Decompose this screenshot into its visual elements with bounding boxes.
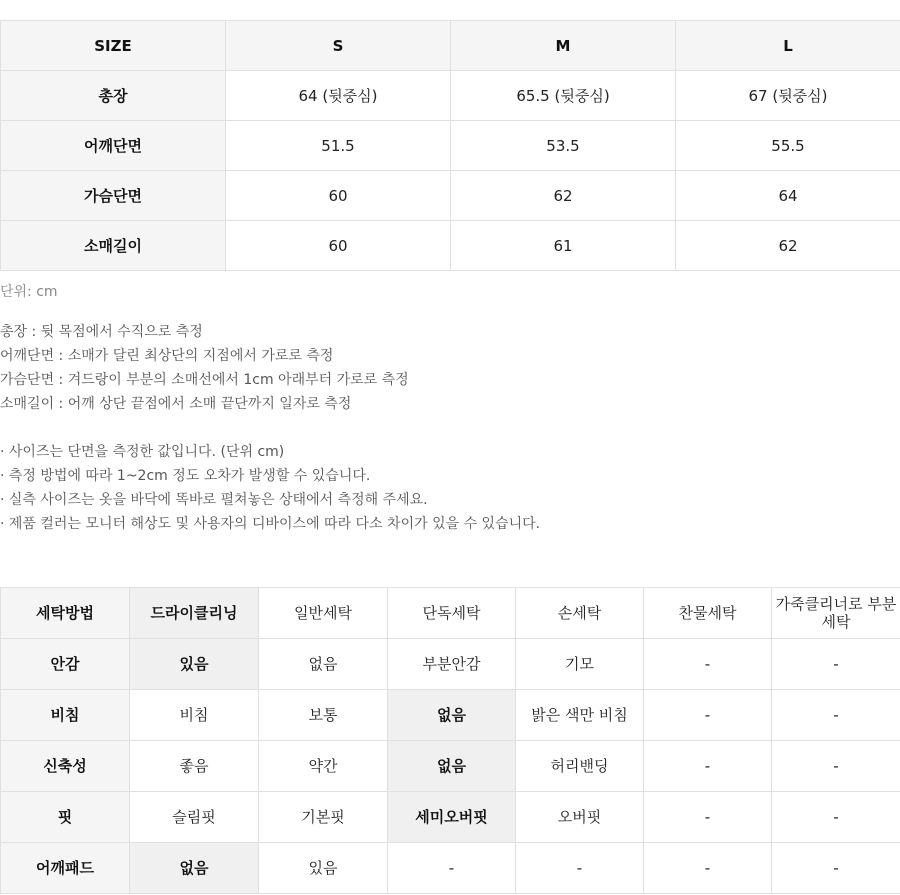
size-row-label: 총장 <box>1 71 226 121</box>
care-option: - <box>644 792 772 843</box>
care-row-label: 어깨패드 <box>1 843 130 894</box>
notice-item: · 제품 컬러는 모니터 해상도 및 사용자의 디바이스에 따라 다소 차이가 있을 수 있습니다. <box>0 516 541 532</box>
care-option: 일반세탁 <box>259 588 388 639</box>
notice-list <box>0 440 540 536</box>
measure-note: 소매길이 : 어깨 상단 끝점에서 소매 끝단까지 일자로 측정 <box>0 396 352 412</box>
table-row <box>1 741 900 792</box>
size-value-cell: 60 <box>226 171 451 221</box>
care-option: 기모 <box>516 639 644 690</box>
size-header-cell: SIZE <box>1 21 226 71</box>
table-row <box>1 690 900 741</box>
size-header-row <box>1 21 900 71</box>
care-option: 없음 <box>259 639 388 690</box>
size-row-label: 소매길이 <box>1 221 226 271</box>
care-row-label: 세탁방법 <box>1 588 130 639</box>
care-option: - <box>772 792 900 843</box>
care-option: 찬물세탁 <box>644 588 772 639</box>
size-row-label: 어깨단면 <box>1 121 226 171</box>
care-option-selected: 없음 <box>130 843 259 894</box>
care-option: 오버핏 <box>516 792 644 843</box>
size-value-cell: 64 <box>676 171 900 221</box>
unit-label: 단위: cm <box>0 284 58 300</box>
measure-note: 총장 : 뒷 목점에서 수직으로 측정 <box>0 324 203 340</box>
measure-note: 가슴단면 : 겨드랑이 부분의 소매선에서 1cm 아래부터 가로로 측정 <box>0 372 409 388</box>
size-value-cell: 53.5 <box>451 121 676 171</box>
care-option: 밝은 색만 비침 <box>516 690 644 741</box>
care-option: 부분안감 <box>388 639 516 690</box>
care-option: - <box>772 843 900 894</box>
care-option: - <box>644 843 772 894</box>
care-row-label: 신축성 <box>1 741 130 792</box>
size-value-cell: 60 <box>226 221 451 271</box>
care-option: 비침 <box>130 690 259 741</box>
care-option: 손세탁 <box>516 588 644 639</box>
size-value-cell: 51.5 <box>226 121 451 171</box>
measure-note: 어깨단면 : 소매가 달린 최상단의 지점에서 가로로 측정 <box>0 348 334 364</box>
table-row <box>1 221 900 271</box>
care-option: 허리밴딩 <box>516 741 644 792</box>
notice-item: · 사이즈는 단면을 측정한 값입니다. (단위 cm) <box>0 444 285 460</box>
care-table <box>0 587 900 894</box>
size-value-cell: 65.5 (뒷중심) <box>451 71 676 121</box>
care-option: - <box>772 690 900 741</box>
care-option: 가죽클리너로 부분세탁 <box>772 588 900 639</box>
size-table <box>0 20 900 271</box>
care-row-label: 비침 <box>1 690 130 741</box>
table-row <box>1 121 900 171</box>
table-row <box>1 171 900 221</box>
table-row <box>1 588 900 639</box>
care-option-selected: 있음 <box>130 639 259 690</box>
care-row-label: 핏 <box>1 792 130 843</box>
care-option: - <box>516 843 644 894</box>
size-value-cell: 55.5 <box>676 121 900 171</box>
size-header-cell: S <box>226 21 451 71</box>
table-row <box>1 71 900 121</box>
care-option-selected: 없음 <box>388 741 516 792</box>
care-option: 있음 <box>259 843 388 894</box>
measure-notes <box>0 320 409 416</box>
care-row-label: 안감 <box>1 639 130 690</box>
care-option: 보통 <box>259 690 388 741</box>
care-option: - <box>644 639 772 690</box>
size-header-cell: M <box>451 21 676 71</box>
care-option: - <box>772 639 900 690</box>
table-row <box>1 843 900 894</box>
care-option: 약간 <box>259 741 388 792</box>
size-value-cell: 64 (뒷중심) <box>226 71 451 121</box>
care-option: 슬림핏 <box>130 792 259 843</box>
care-option: 기본핏 <box>259 792 388 843</box>
care-option-selected: 없음 <box>388 690 516 741</box>
care-option: - <box>388 843 516 894</box>
table-row <box>1 792 900 843</box>
care-option: - <box>644 690 772 741</box>
care-option: 단독세탁 <box>388 588 516 639</box>
size-value-cell: 67 (뒷중심) <box>676 71 900 121</box>
size-row-label: 가슴단면 <box>1 171 226 221</box>
table-row <box>1 639 900 690</box>
size-value-cell: 62 <box>676 221 900 271</box>
notice-item: · 측정 방법에 따라 1~2cm 정도 오차가 발생할 수 있습니다. <box>0 468 371 484</box>
care-option-selected: 세미오버핏 <box>388 792 516 843</box>
notice-item: · 실측 사이즈는 옷을 바닥에 똑바로 펼쳐놓은 상태에서 측정해 주세요. <box>0 492 428 508</box>
size-header-cell: L <box>676 21 900 71</box>
care-option-selected: 드라이클리닝 <box>130 588 259 639</box>
care-option: - <box>772 741 900 792</box>
care-option: 좋음 <box>130 741 259 792</box>
size-value-cell: 61 <box>451 221 676 271</box>
size-value-cell: 62 <box>451 171 676 221</box>
care-option: - <box>644 741 772 792</box>
